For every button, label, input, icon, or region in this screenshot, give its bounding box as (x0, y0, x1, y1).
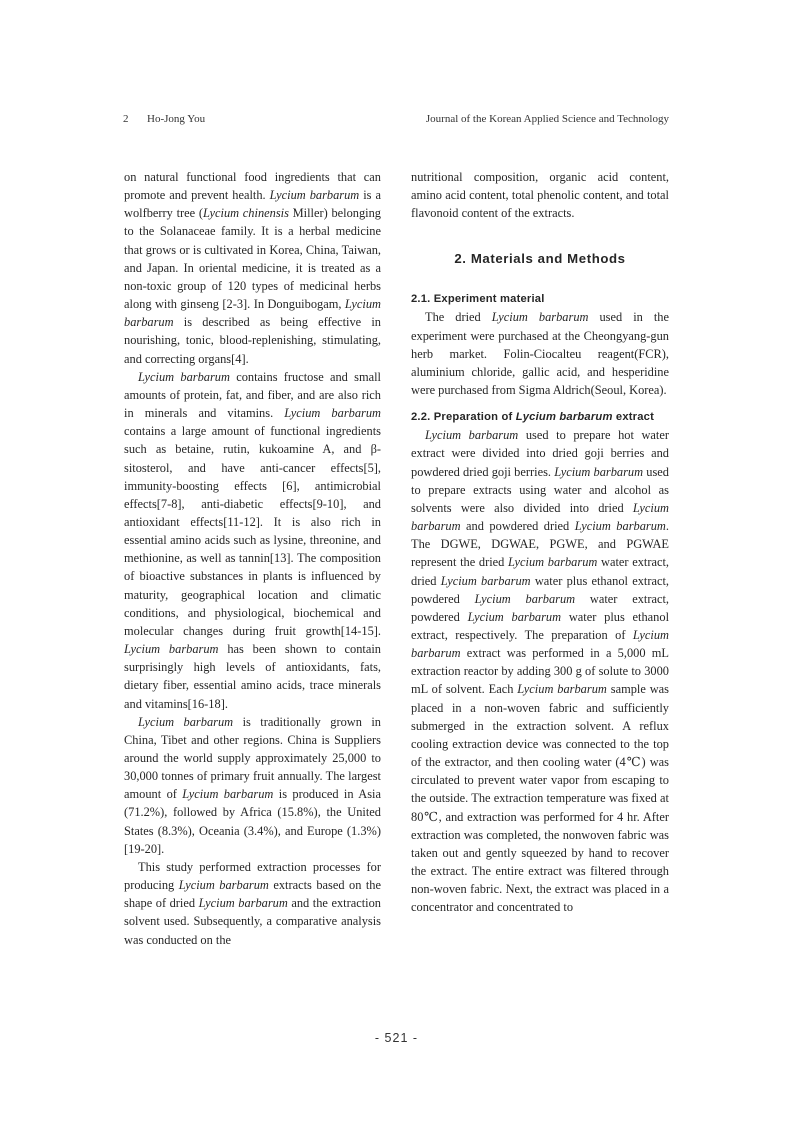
paragraph: Lycium barbarum is traditionally grown in China, Tibet and other regions. China is Suppliers around the world supply approximately 25,000 to 30,000 tonnes of primary fruit annually. The largest amount of Lycium barbarum is produced in Asia (71.2%), followed by Africa (15.8%), the United States (8.3%), Oceania (3.4%), and Europe (1.3%) [19-20]. (124, 714, 382, 856)
paragraph: nutritional composition, organic acid content, amino acid content, total phenolic content, and total flavonoid content of the extracts. (411, 170, 669, 221)
paragraph: Lycium barbarum contains fructose and small amounts of protein, fat, and fiber, and are also rich in minerals and vitamins. Lycium barbarum contains a large amount of functional ingredients such as betaine, rutin, kukoamine A, and β-sitosterol, and have anti-cancer effects[5], immunity-boosting effects [6], antimicrobial effects[7-8], anti-diabetic effects[9-10], and antioxidant effects[11-12]. It is also rich in essential amino acids such as lysine, threonine, and methionine, as well as tannin[13]. The composition of bioactive substances in plants is influenced by maturity, geographical location and climatic conditions, and physiological, biochemical and molecular changes during fruit growth[14-15]. Lycium barbarum has been shown to contain surprisingly high levels of antioxidants, fats, dietary fiber, essential amino acids, trace minerals and vitamins[16-18]. (124, 369, 381, 711)
right-column (411, 168, 669, 916)
section-title: 2. Materials and Methods (454, 251, 626, 267)
page-footer: - 521 - (374, 1031, 419, 1045)
paragraph: on natural functional food ingredients that can promote and prevent health. Lycium barbarum is a wolfberry tree (Lycium chinensis Miller) belonging to the Solanaceae family. It is a herbal medicine that grows or is cultivated in Korea, China, Taiwan, and Japan. In oriental medicine, it is treated as a non-toxic group of 120 types of medicinal herbs along with ginseng [2-3]. In Donguibogam, Lycium barbarum is described as being effective in nourishing, tonic, blood-replenishing, stimulating, and correcting organs[4]. (124, 170, 381, 366)
subsection-title: 2.1. Experiment material (411, 293, 545, 306)
header-journal: Journal of the Korean Applied Science and Technology (425, 113, 669, 125)
page-number: 2 (123, 113, 129, 125)
paragraph: The dried Lycium barbarum used in the experiment were purchased at the Cheongyang-gun herb market. Folin-Ciocalteu reagent(FCR), aluminium chloride, gallic acid, and hesperidine were purchased from Sigma Aldrich(Seoul, Korea). (411, 310, 670, 398)
header-author: Ho-Jong You (147, 113, 206, 125)
paragraph: This study performed extraction processes for producing Lycium barbarum extracts based on the shape of dried Lycium barbarum and the extraction solvent used. Subsequently, a comparative analysis was conducted on the (124, 859, 381, 947)
subsection-title: 2.2. Preparation of Lycium barbarum extract (411, 411, 655, 424)
left-column (124, 168, 381, 949)
running-header (123, 111, 669, 127)
paragraph: Lycium barbarum used to prepare hot water extract were divided into dried goji berries and powdered dried goji berries. Lycium barbarum used to prepare extracts using water and alcohol as solvents were also divided into dried Lycium barbarum and powdered dried Lycium barbarum. The DGWE, DGWAE, PGWE, and PGWAE represent the dried Lycium barbarum water extract, dried Lycium barbarum water plus ethanol extract, powdered Lycium barbarum water extract, powdered Lycium barbarum water plus ethanol extract, respectively. The preparation of Lycium barbarum extract was performed in a 5,000 mL extraction reactor by adding 300 g of solute to 3000 mL of solvent. Each Lycium barbarum sample was placed in a non-woven fabric and sufficiently submerged in the extraction solvent. A reflux cooling extraction device was connected to the top of the extractor, and then cooling water (4℃) was circulated to prevent water vapor from escaping to the outside. The extraction temperature was fixed at 80℃, and extraction was performed for 4 hr. After extraction was completed, the nonwoven fabric was taken out and gently squeezed by hand to recover the extract. The entire extract was filtered through non-woven fabric. Next, the extract was placed in a concentrator and concentrated to (411, 428, 670, 915)
